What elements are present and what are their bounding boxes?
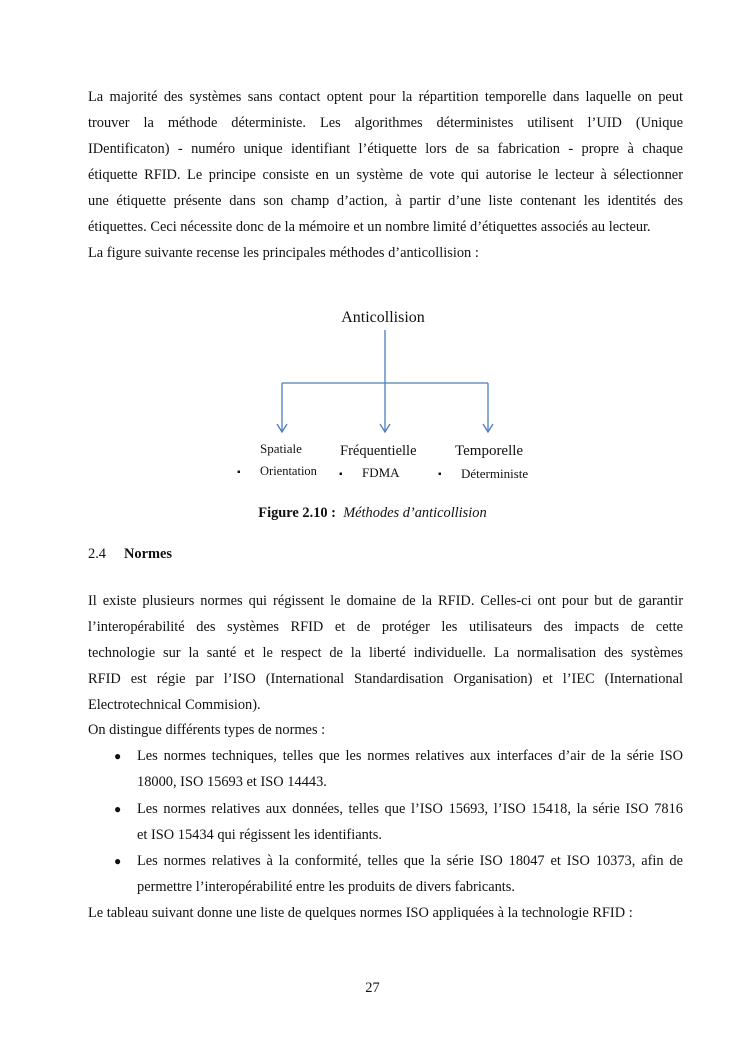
- intro-paragraph: [88, 84, 683, 266]
- anticollision-diagram: [0, 290, 745, 490]
- branch-temporelle: Temporelle: [455, 443, 524, 459]
- text-line: 18000, ISO 15693 et ISO 14443.: [137, 774, 327, 790]
- text-line: technologie sur la santé et le respect de la liberté individuelle. La normalisation des systèmes: [88, 645, 683, 661]
- text-line: La figure suivante recense les principales méthodes d’anticollision :: [88, 245, 479, 261]
- diagram-connectors: [277, 330, 493, 432]
- section-number: 2.4: [88, 546, 106, 562]
- bullet-icon: ▪: [438, 469, 442, 480]
- text-line: trouver la méthode déterministe. Les algorithmes déterministes utilisent l’UID (Unique: [88, 115, 683, 131]
- text-line: Les normes relatives aux données, telles que l’ISO 15693, l’ISO 15418, la série ISO 7816: [137, 801, 683, 817]
- text-line: La majorité des systèmes sans contact optent pour la répartition temporelle dans laquelle on peut: [88, 89, 683, 105]
- text-line: Les normes techniques, telles que les normes relatives aux interfaces d’air de la série ISO: [137, 748, 683, 764]
- bullet-icon: ▪: [237, 467, 241, 478]
- branch-frequentielle: Fréquentielle: [340, 443, 417, 459]
- text-line: permettre l’interopérabilité entre les produits de divers fabricants.: [137, 879, 516, 895]
- page-number: 27: [365, 980, 380, 996]
- branch-spatiale: Spatiale: [260, 441, 302, 456]
- text-line: Electrotechnical Commision).: [88, 697, 261, 713]
- figure-title: Méthodes d’anticollision: [343, 505, 487, 521]
- bullet-icon: ●: [114, 802, 122, 816]
- section-title: Normes: [124, 546, 172, 562]
- text-line: Les normes relatives à la conformité, telles que la série ISO 18047 et ISO 10373, afin de: [137, 853, 683, 869]
- text-line: On distingue différents types de normes :: [88, 722, 326, 738]
- figure-number: Figure 2.10 :: [258, 505, 336, 521]
- bullet-icon: ▪: [339, 469, 343, 480]
- text-line: Il existe plusieurs normes qui régissent le domaine de la RFID. Celles-ci ont pour but de garantir: [88, 593, 683, 609]
- text-line: et ISO 15434 qui régissent les identifiants.: [137, 827, 383, 843]
- text-line: l’interopérabilité des systèmes RFID et de protéger les utilisateurs des impacts de cette: [88, 619, 683, 635]
- item-orientation: Orientation: [260, 464, 317, 478]
- bullet-icon: ●: [114, 749, 122, 763]
- text-line: RFID est régie par l’ISO (International Standardisation Organisation) et l’IEC (International: [88, 671, 683, 687]
- section-heading: [88, 546, 172, 563]
- list-item: [114, 796, 683, 848]
- text-line: étiquette RFID. Le principe consiste en un système de vote qui autorise le lecteur à sélectionner: [88, 167, 683, 183]
- text-line: étiquettes. Ceci nécessite donc de la mémoire et un nombre limité d’étiquettes associés au lecteur.: [88, 219, 651, 235]
- text-line: Le tableau suivant donne une liste de quelques normes ISO appliquées à la technologie RFID :: [88, 905, 633, 921]
- closing-paragraph: [88, 900, 683, 926]
- list-item: [114, 743, 683, 795]
- normes-paragraph: [88, 588, 683, 742]
- item-fdma: FDMA: [362, 465, 400, 480]
- figure-caption: [0, 505, 745, 522]
- list-item: [114, 848, 683, 900]
- diagram-root: Anticollision: [341, 309, 425, 326]
- bullet-icon: ●: [114, 854, 122, 868]
- text-line: IDentificaton) - numéro unique identifiant l’étiquette lors de sa fabrication - propre à chaque: [88, 141, 683, 157]
- text-line: une étiquette présente dans son champ d’action, à partir d’une liste contenant les identités des: [88, 193, 683, 209]
- item-deterministe: Déterministe: [461, 466, 529, 481]
